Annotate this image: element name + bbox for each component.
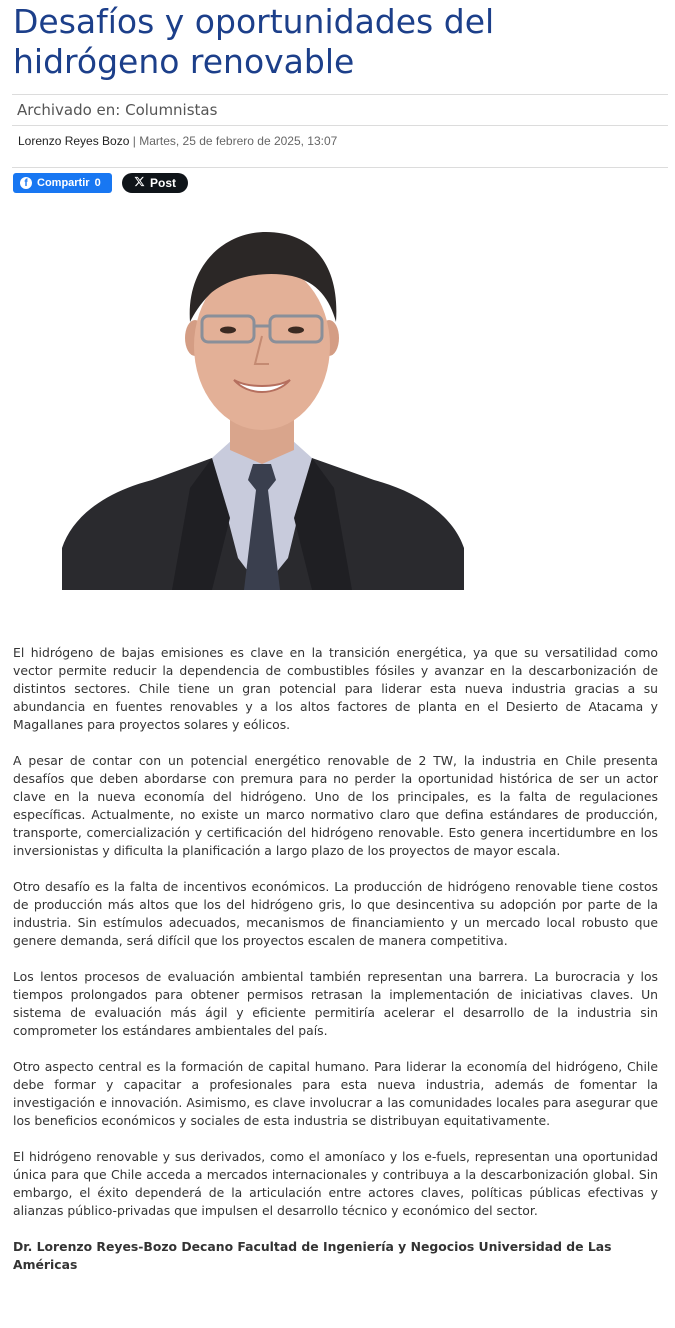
x-logo-icon (134, 176, 145, 190)
facebook-share-count: 0 (94, 177, 101, 189)
author-photo (62, 218, 464, 590)
article-paragraph: Los lentos procesos de evaluación ambiental también representan una barrera. La burocracia y los tiempos prolongados para obtener permisos retrasan la implementación de iniciativas claves. Un sistema de evaluación más ágil y eficiente permitiría acelerar el desarrollo de la industria sin comprometer los estándares ambientales del país. (13, 969, 658, 1038)
facebook-share-button[interactable] (13, 173, 112, 193)
article-paragraph: El hidrógeno de bajas emisiones es clave en la transición energética, ya que su versatilidad como vector permite reducir la dependencia de combustibles fósiles y avanzar en la descarbonización de distintos sectores. Chile tiene un gran potencial para liderar esta nueva industria gracias a su abundancia en fuentes renovables y a los altos factores de planta en el Desierto de Atacama y Magallanes para proyectos solares y eólicos. (13, 645, 658, 732)
share-bar (13, 173, 188, 193)
article-body (13, 644, 658, 1292)
article-paragraph: A pesar de contar con un potencial energético renovable de 2 TW, la industria en Chile presenta desafíos que deben abordarse con premura para no perder la oportunidad histórica de ser un actor clave en la nueva economía del hidrógeno. Uno de los principales, es la falta de regulaciones específicas. Actualmente, no existe un marco normativo claro que defina estándares de producción, transporte, comercialización y certificación del hidrógeno renovable. Esto genera incertidumbre en los inversionistas y dificulta la planificación a largo plazo de los proyectos de mayor escala. (13, 753, 658, 858)
byline (12, 126, 668, 168)
article-paragraph: Otro desafío es la falta de incentivos económicos. La producción de hidrógeno renovable tiene costos de producción más altos que los del hidrógeno gris, lo que desincentiva su adopción por parte de la industria. Sin estímulos adecuados, mecanismos de financiamiento y un mercado local robusto que genere demanda, será difícil que los proyectos escalen de manera competitiva. (13, 879, 658, 948)
byline-separator: | (129, 134, 140, 148)
publish-date: Martes, 25 de febrero de 2025, 13:07 (139, 134, 338, 148)
author-name[interactable]: Lorenzo Reyes Bozo (18, 134, 130, 148)
facebook-icon: f (20, 177, 32, 189)
article-paragraph: El hidrógeno renovable y sus derivados, como el amoníaco y los e-fuels, representan una oportunidad única para que Chile acceda a mercados internacionales y contribuya a la descarbonización global. Sin embargo, el éxito dependerá de la articulación entre actores claves, políticas públicas efectivas y alianzas público-privadas que impulsen el desarrollo técnico y económico del sector. (13, 1149, 658, 1218)
article-paragraph: Otro aspecto central es la formación de capital humano. Para liderar la economía del hidrógeno, Chile debe formar y capacitar a profesionales para esta nueva industria, además de fomentar la investigación e innovación. Asimismo, es clave involucrar a las comunidades locales para asegurar que los beneficios económicos y sociales de esta industria se distribuyan equitativamente. (13, 1059, 658, 1128)
x-post-button[interactable] (122, 173, 188, 193)
article-title: Desafíos y oportunidades del hidrógeno renovable (13, 2, 495, 81)
facebook-share-label: Compartir (37, 177, 90, 189)
archive-category[interactable]: Archivado en: Columnistas (12, 94, 668, 126)
author-signature: Dr. Lorenzo Reyes-Bozo Decano Facultad de Ingeniería y Negocios Universidad de Las Américas (13, 1239, 612, 1272)
x-post-label: Post (149, 176, 176, 190)
